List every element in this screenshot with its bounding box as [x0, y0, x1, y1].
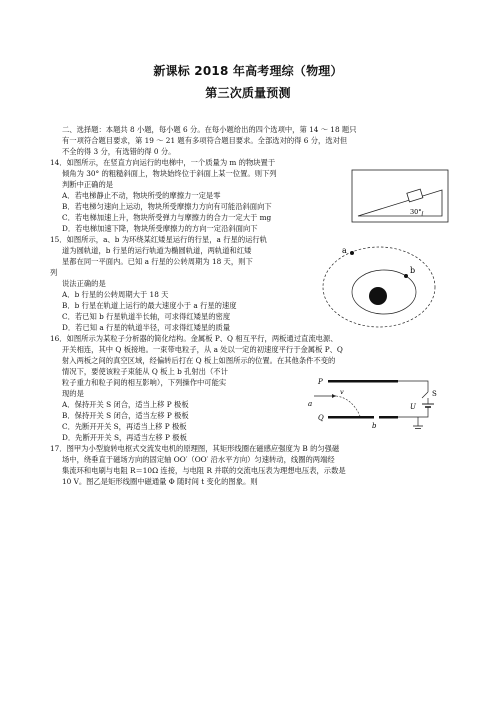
q16-stem-line: 现的是 — [62, 389, 84, 398]
planet-a-label: a — [342, 246, 347, 255]
q14-option-b: B．若电梯匀速向上运动，物块所受摩擦力方向有可能沿斜面向下 — [62, 202, 272, 211]
q15-stem-line: 道为圆轨道，b 行星的运行轨道为椭圆轨道，两轨道和红矮 — [62, 246, 252, 255]
plate-p — [328, 380, 398, 383]
q16-stem-line: 粒子重力和粒子间的相互影响），下列操作中可能实 — [62, 378, 227, 387]
q15-option-a: A．b 行星的公转周期大于 18 天 — [62, 290, 169, 299]
q17-stem-line: 场中，绕垂直于磁场方向的固定轴 OO′（OO′ 沿水平方向）匀速转动，线圈的两端经 — [62, 455, 335, 464]
q16-option-a: A．保持开关 S 闭合，适当上移 P 极板 — [62, 400, 189, 409]
plate-q-label: Q — [318, 414, 324, 422]
q15-stem-line: 15．如图所示，a、b 为环绕某红矮星运行的行星，a 行星的运行轨 — [50, 235, 268, 244]
q15-option-c: C．若已知 b 行星轨道半长轴，可求得红矮星的密度 — [62, 312, 231, 321]
q15-stem-line: 星都在同一平面内。已知 a 行星的公转周期为 18 天，则下 — [62, 257, 253, 266]
switch-blade — [422, 392, 428, 398]
q15-option-b: B．b 行星在轨道上运行的最大速度小于 a 行星的速度 — [62, 301, 237, 310]
block — [407, 189, 423, 202]
q15-stem-line: 说法正确的是 — [62, 279, 106, 288]
q16-analyzer-figure — [300, 372, 442, 436]
q14-stem-line: 判断中正确的是 — [62, 180, 114, 189]
angle-label: 30° — [410, 208, 422, 216]
section-intro-line: 二、选择题：本题共 8 小题，每小题 6 分。在每小题给出的四个选项中，第 14 ～ 18 题只 — [62, 125, 357, 134]
q14-option-c: C．若电梯加速上升，物块所受弹力与摩擦力的合力一定大于 mg — [62, 213, 272, 222]
voltage-label: U — [410, 403, 416, 411]
q15-stem-line: 列 — [50, 268, 58, 277]
incline-plane — [358, 190, 442, 216]
q16-option-c: C．先断开开关 S，再适当上移 P 极板 — [62, 422, 187, 431]
red-dwarf-star — [369, 287, 387, 305]
q16-stem-line: 情况下，要使该粒子束能从 Q 板上 b 孔射出（不计 — [62, 367, 228, 376]
velocity-label: v — [340, 388, 344, 396]
q16-option-b: B．保持开关 S 闭合，适当左移 P 极板 — [62, 411, 189, 420]
planet-b — [404, 274, 408, 278]
switch-label: S — [432, 390, 437, 398]
q16-stem-line: 16．如图所示为某粒子分析器的简化结构。金属板 P、Q 相互平行，两板通过直流电源、 — [50, 334, 338, 343]
q14-elevator-figure — [350, 168, 450, 224]
angle-arc — [422, 211, 423, 216]
hole-b-label: b — [372, 422, 377, 430]
q14-stem-line: 14．如图所示，在竖直方向运行的电梯中，一个质量为 m 的物块置于 — [50, 158, 276, 167]
q14-option-d: D．若电梯加速下降，物块所受摩擦力的方向一定沿斜面向下 — [62, 224, 258, 233]
entry-point-label: a — [308, 400, 313, 408]
planet-a — [350, 251, 354, 255]
q16-stem-line: 射入两板之间的真空区域，经偏转后打在 Q 板上如图所示的位置。在其他条件不变的 — [62, 356, 336, 365]
q16-option-d: D．先断开开关 S，再适当左移 P 极板 — [62, 433, 187, 442]
section-intro-line: 有一项符合题目要求，第 19 ～ 21 题有多项符合题目要求。全部选对的得 6 分，选对但 — [62, 136, 348, 145]
elevator-box — [352, 170, 448, 222]
q14-option-a: A．若电梯静止不动，物块所受的摩擦力一定是零 — [62, 191, 221, 200]
q17-stem-line: 10 V。图乙是矩形线圈中磁通量 Φ 随时间 t 变化的图象。则 — [62, 477, 258, 486]
beam-arrow — [332, 394, 336, 398]
q17-stem-line: 17．图甲为小型旋转电枢式交流发电机的原理图，其矩形线圈在磁感应强度为 B 的匀强磁 — [50, 444, 340, 453]
doc-subtitle: 第三次质量预测 — [205, 86, 291, 100]
q16-stem-line: 开关相连，其中 Q 板接地。一束带电粒子，从 a 处以一定的初速度平行于金属板 P、Q — [62, 345, 343, 354]
section-intro-line: 不全的得 3 分，有选错的得 0 分。 — [62, 147, 176, 156]
q15-option-d: D．若已知 a 行星的轨道半径，可求得红矮星的质量 — [62, 323, 231, 332]
doc-title: 新课标 2018 年高考理综（物理） — [153, 64, 343, 78]
orbit-a — [323, 247, 435, 327]
q14-stem-line: 倾角为 30° 的粗糙斜面上，物块始终位于斜面上某一位置。则下列 — [62, 169, 277, 178]
wire-top — [398, 381, 428, 392]
planet-b-label: b — [410, 266, 416, 275]
plate-p-label: P — [318, 378, 323, 386]
plate-q-right — [379, 416, 398, 419]
plate-q-left — [328, 416, 374, 419]
q17-stem-line: 集流环和电刷与电阻 R＝10Ω 连接，与电阻 R 并联的交流电压表为理想电压表，示数是 — [62, 466, 346, 475]
q15-orbit-figure — [320, 240, 438, 332]
beam-trajectory — [336, 396, 360, 416]
